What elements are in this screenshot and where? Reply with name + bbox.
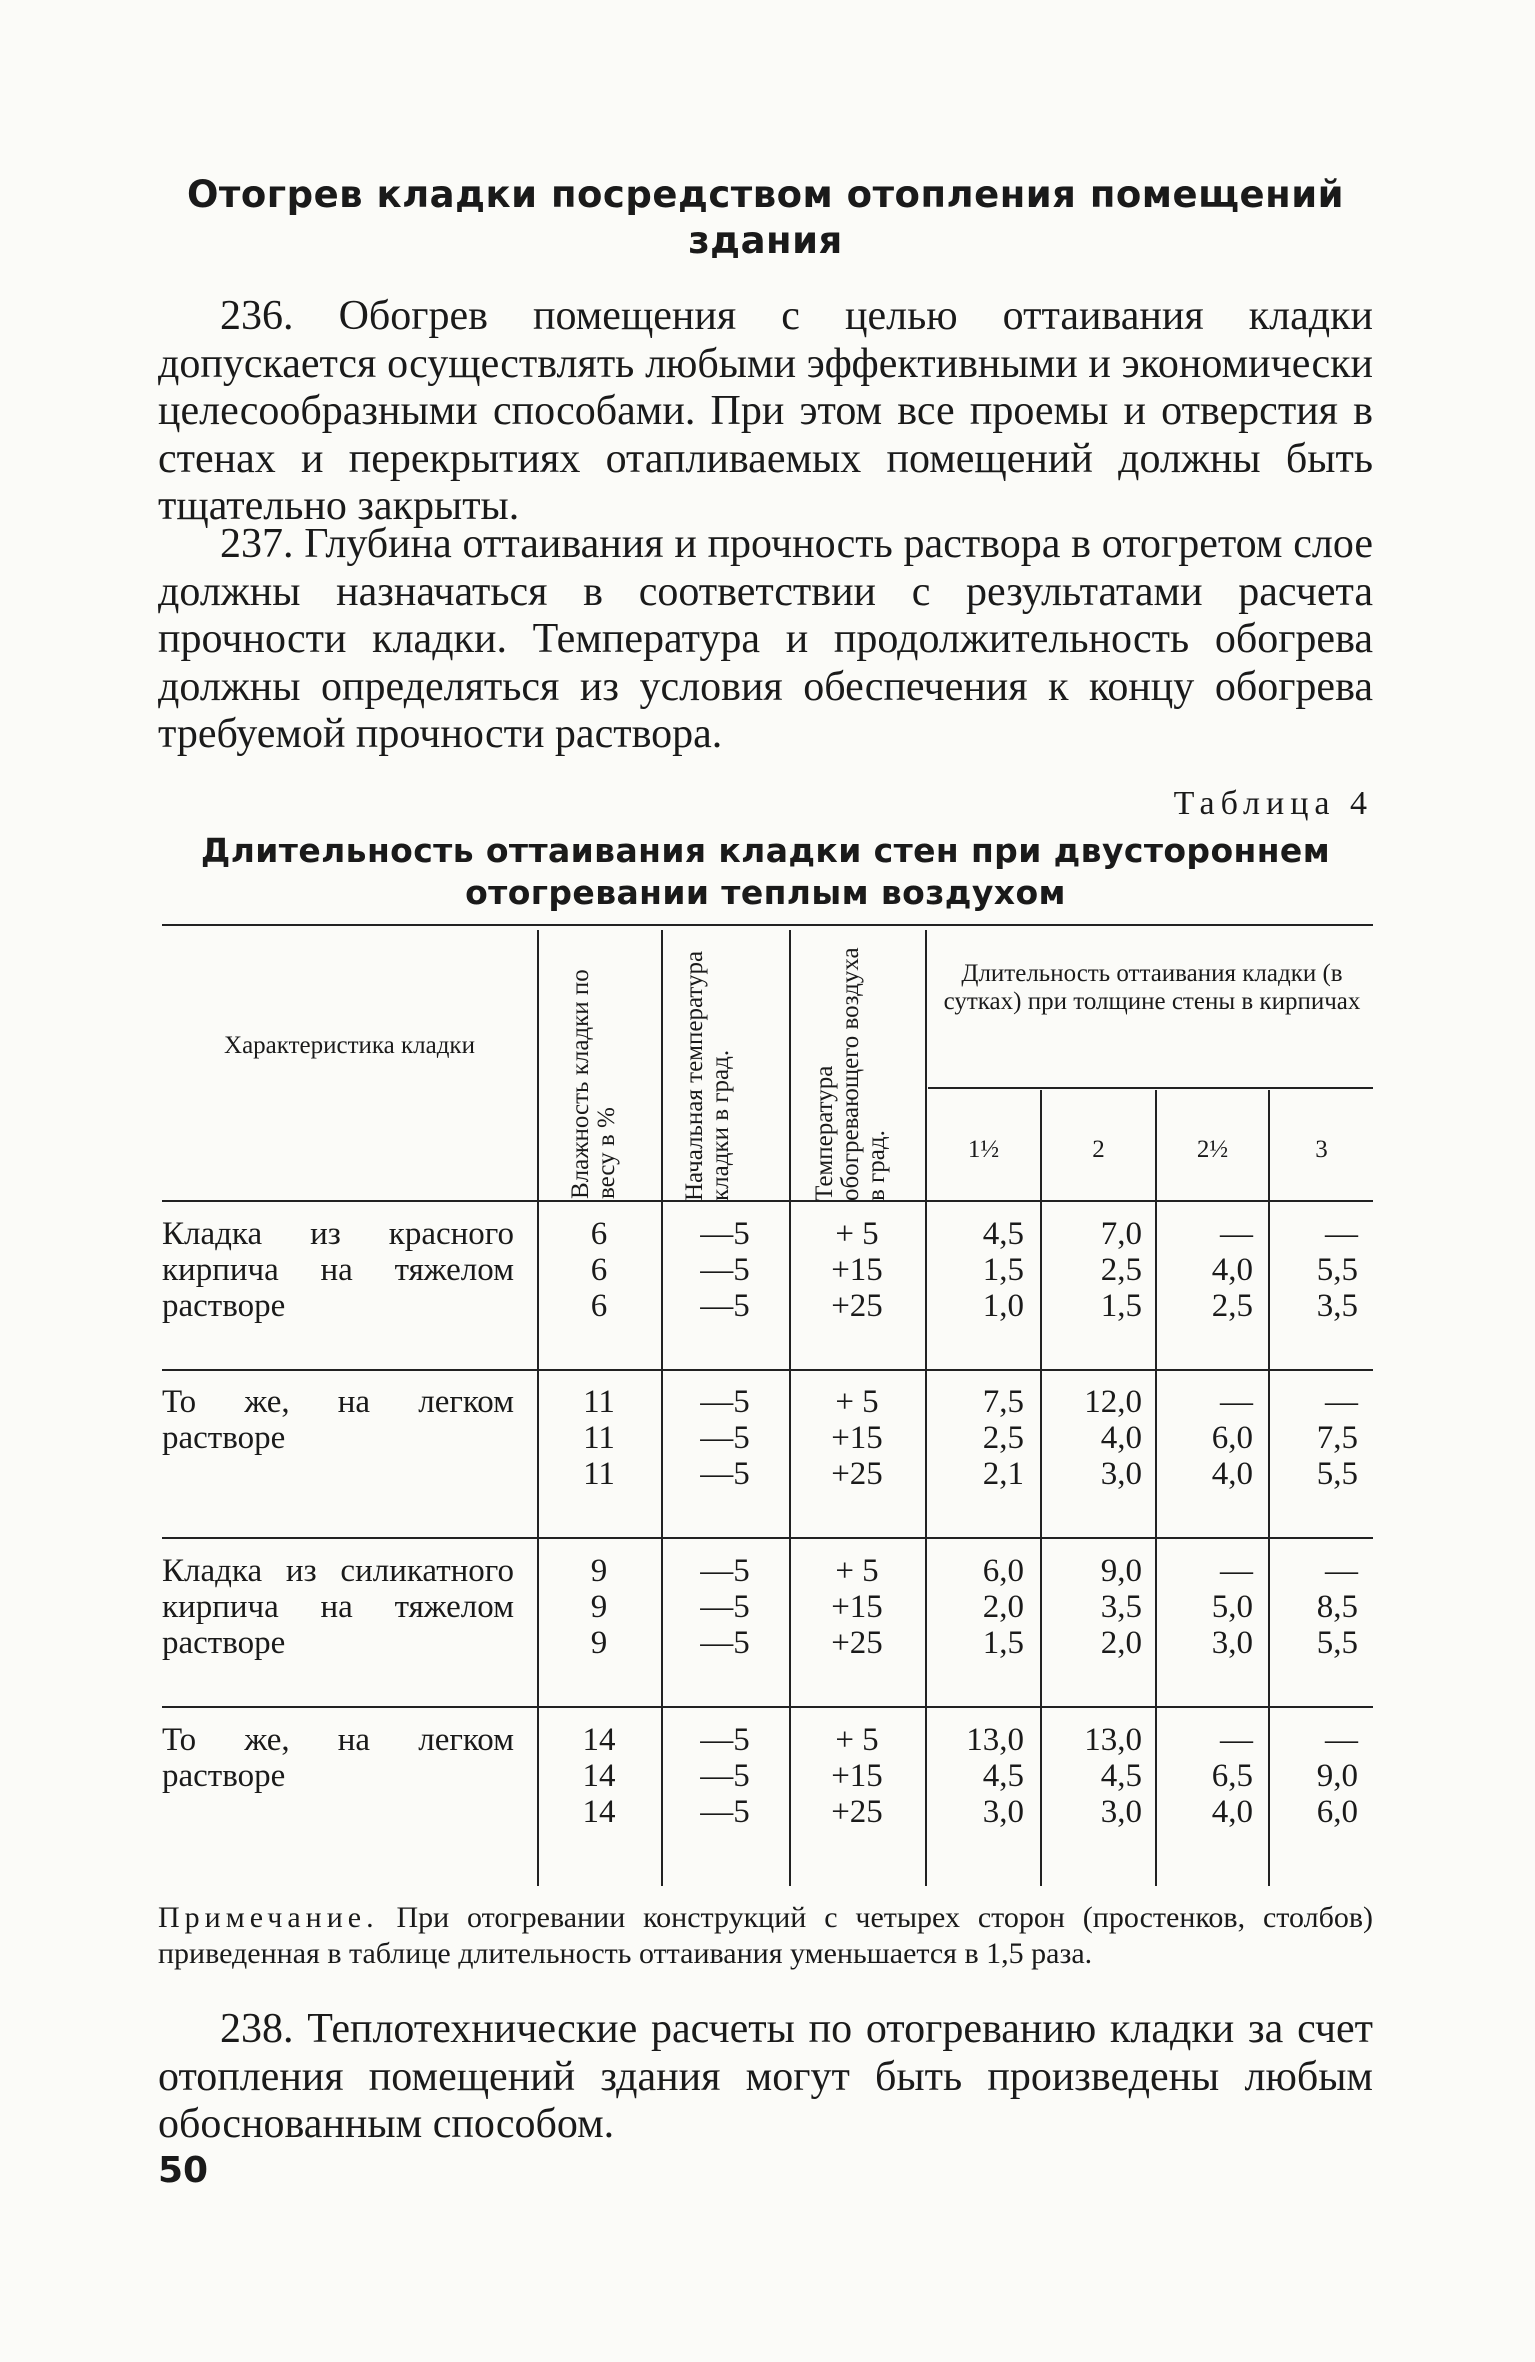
row-description: То же, на легком растворе xyxy=(162,1384,514,1456)
table-cell-air: +25 xyxy=(831,1625,883,1661)
row-description: Кладка из красного кирпича на тяжелом растворе xyxy=(162,1216,514,1324)
table-cell-t2: 3,0 xyxy=(1100,1456,1142,1492)
table-cell-t3: — xyxy=(1325,1384,1358,1420)
table-cell-t25: 2,5 xyxy=(1211,1288,1253,1324)
table-cell-air: +15 xyxy=(831,1589,883,1625)
section-title: Отогрев кладки посредством отопления помещений здания xyxy=(186,173,1345,262)
table-cell-t25: — xyxy=(1220,1553,1253,1589)
table-cell-t15: 4,5 xyxy=(982,1216,1024,1252)
table-cell-initial: —5 xyxy=(700,1252,750,1288)
table-cell-t15: 2,0 xyxy=(982,1589,1024,1625)
table-cell-t3: 8,5 xyxy=(1316,1589,1358,1625)
row-description: То же, на легком растворе xyxy=(162,1722,514,1794)
table-cell-t3: — xyxy=(1325,1216,1358,1252)
table-cell-t3: — xyxy=(1325,1553,1358,1589)
table-cell-initial: —5 xyxy=(700,1625,750,1661)
table-cell-t3: 3,5 xyxy=(1316,1288,1358,1324)
header-thickness-2-5: 2½ xyxy=(1196,1136,1229,1163)
table-cell-initial: —5 xyxy=(700,1589,750,1625)
table-cell-air: + 5 xyxy=(835,1722,879,1758)
paragraph-236: 236. Обогрев помещения с целью оттаивания кладки допускается осуществлять любыми эффективными и экономически целесообразными способами. При этом все проемы и отверстия в стенах и перекрытиях отапливаемых помещений должны быть тщательно закрыты. xyxy=(158,293,1373,529)
table-cell-initial: —5 xyxy=(700,1420,750,1456)
table-cell-air: +25 xyxy=(831,1794,883,1830)
table-cell-air: +25 xyxy=(831,1288,883,1324)
table-cell-air: + 5 xyxy=(835,1216,879,1252)
table-cell-initial: —5 xyxy=(700,1722,750,1758)
header-moisture: Влажность кладки по весу в % xyxy=(567,969,620,1199)
table-cell-t25: 6,5 xyxy=(1211,1758,1253,1794)
table-cell-t15: 2,5 xyxy=(982,1420,1024,1456)
table-cell-t3: 7,5 xyxy=(1316,1420,1358,1456)
table-top-rule xyxy=(162,924,1373,926)
table-cell-t15: 6,0 xyxy=(982,1553,1024,1589)
table-cell-t25: — xyxy=(1220,1216,1253,1252)
table-cell-air: + 5 xyxy=(835,1553,879,1589)
table-cell-initial: —5 xyxy=(700,1553,750,1589)
table-note xyxy=(158,1900,1373,1972)
table-cell-t2: 7,0 xyxy=(1100,1216,1142,1252)
paragraph-237: 237. Глубина оттаивания и прочность раствора в отогретом слое должны назначаться в соответствии с результатами расчета прочности кладки. Температура и продолжительность обогрева должны определяться из условия обеспечения к концу обогрева требуемой прочности раствора. xyxy=(158,521,1373,757)
row-separator xyxy=(162,1706,1373,1708)
header-duration-group: Длительность оттаивания кладки (в сутках) при толщине стены в кирпичах xyxy=(943,960,1361,1015)
header-thickness-3: 3 xyxy=(1315,1136,1328,1163)
table-label: Таблица 4 xyxy=(1173,785,1373,822)
table-cell-t25: — xyxy=(1220,1384,1253,1420)
subheader-rule xyxy=(928,1087,1373,1089)
header-initial-temp: Начальная температура кладки в град. xyxy=(681,950,734,1201)
table-cell-t3: 6,0 xyxy=(1316,1794,1358,1830)
table-cell-t2: 12,0 xyxy=(1084,1384,1142,1420)
table-cell-t3: 5,5 xyxy=(1316,1252,1358,1288)
header-thickness-2: 2 xyxy=(1092,1136,1105,1163)
table-cell-t15: 7,5 xyxy=(982,1384,1024,1420)
table-cell-air: +15 xyxy=(831,1252,883,1288)
table-cell-air: + 5 xyxy=(835,1384,879,1420)
table-cell-moisture: 6 xyxy=(590,1252,608,1288)
table-cell-t15: 2,1 xyxy=(982,1456,1024,1492)
table-cell-moisture: 9 xyxy=(590,1553,608,1589)
table-cell-t15: 1,5 xyxy=(982,1625,1024,1661)
table-cell-air: +25 xyxy=(831,1456,883,1492)
header-air-temp: Температура обогревающего воздуха в град. xyxy=(811,947,890,1201)
paragraph-238: 238. Теплотехнические расчеты по отогреванию кладки за счет отопления помещений здания могут быть произведены любым обоснованным способом. xyxy=(158,2006,1373,2147)
table-cell-moisture: 14 xyxy=(582,1758,616,1794)
table-cell-t15: 4,5 xyxy=(982,1758,1024,1794)
note-text: При отогревании конструкций с четырех сторон (простенков, столбов) приведенная в таблице длительность оттаивания уменьшается в 1,5 раза. xyxy=(158,1901,1373,1970)
table-cell-t15: 1,5 xyxy=(982,1252,1024,1288)
table-cell-initial: —5 xyxy=(700,1456,750,1492)
table-cell-t2: 1,5 xyxy=(1100,1288,1142,1324)
table-cell-t25: — xyxy=(1220,1722,1253,1758)
table-cell-t25: 6,0 xyxy=(1211,1420,1253,1456)
table-cell-t2: 4,5 xyxy=(1100,1758,1142,1794)
table-cell-moisture: 6 xyxy=(590,1288,608,1324)
table-cell-moisture: 11 xyxy=(583,1384,615,1420)
header-thickness-1-5: 1½ xyxy=(967,1136,1000,1163)
table-cell-moisture: 14 xyxy=(582,1722,616,1758)
table-cell-air: +15 xyxy=(831,1420,883,1456)
row-separator xyxy=(162,1537,1373,1539)
table-cell-moisture: 11 xyxy=(583,1420,615,1456)
table-cell-t15: 13,0 xyxy=(966,1722,1024,1758)
row-separator xyxy=(162,1369,1373,1371)
table-cell-moisture: 9 xyxy=(590,1589,608,1625)
table-cell-t2: 3,0 xyxy=(1100,1794,1142,1830)
table-cell-air: +15 xyxy=(831,1758,883,1794)
table-cell-t25: 5,0 xyxy=(1211,1589,1253,1625)
table-cell-t3: 5,5 xyxy=(1316,1625,1358,1661)
table-cell-t25: 4,0 xyxy=(1211,1456,1253,1492)
table-cell-moisture: 9 xyxy=(590,1625,608,1661)
table-cell-moisture: 6 xyxy=(590,1216,608,1252)
table-cell-t2: 13,0 xyxy=(1084,1722,1142,1758)
table-cell-t2: 3,5 xyxy=(1100,1589,1142,1625)
table-cell-t25: 4,0 xyxy=(1211,1794,1253,1830)
data-table xyxy=(162,924,1373,1886)
table-cell-t3: 9,0 xyxy=(1316,1758,1358,1794)
note-label: Примечание. xyxy=(158,1901,379,1934)
table-cell-initial: —5 xyxy=(700,1288,750,1324)
table-cell-t2: 2,5 xyxy=(1100,1252,1142,1288)
table-cell-initial: —5 xyxy=(700,1384,750,1420)
header-characteristic: Характеристика кладки xyxy=(224,1032,475,1059)
table-cell-t2: 4,0 xyxy=(1100,1420,1142,1456)
table-cell-initial: —5 xyxy=(700,1758,750,1794)
table-caption: Длительность оттаивания кладки стен при двустороннем отогревании теплым воздухом xyxy=(200,831,1331,912)
table-cell-t3: 5,5 xyxy=(1316,1456,1358,1492)
table-cell-moisture: 14 xyxy=(582,1794,616,1830)
table-cell-t3: — xyxy=(1325,1722,1358,1758)
row-description: Кладка из силикатного кирпича на тяжелом растворе xyxy=(162,1553,514,1661)
table-cell-moisture: 11 xyxy=(583,1456,615,1492)
table-cell-t15: 1,0 xyxy=(982,1288,1024,1324)
table-cell-t2: 9,0 xyxy=(1100,1553,1142,1589)
table-cell-t2: 2,0 xyxy=(1100,1625,1142,1661)
table-cell-initial: —5 xyxy=(700,1216,750,1252)
table-cell-t15: 3,0 xyxy=(982,1794,1024,1830)
table-cell-initial: —5 xyxy=(700,1794,750,1830)
table-cell-t25: 4,0 xyxy=(1211,1252,1253,1288)
page-number: 50 xyxy=(158,2150,209,2191)
table-cell-t25: 3,0 xyxy=(1211,1625,1253,1661)
